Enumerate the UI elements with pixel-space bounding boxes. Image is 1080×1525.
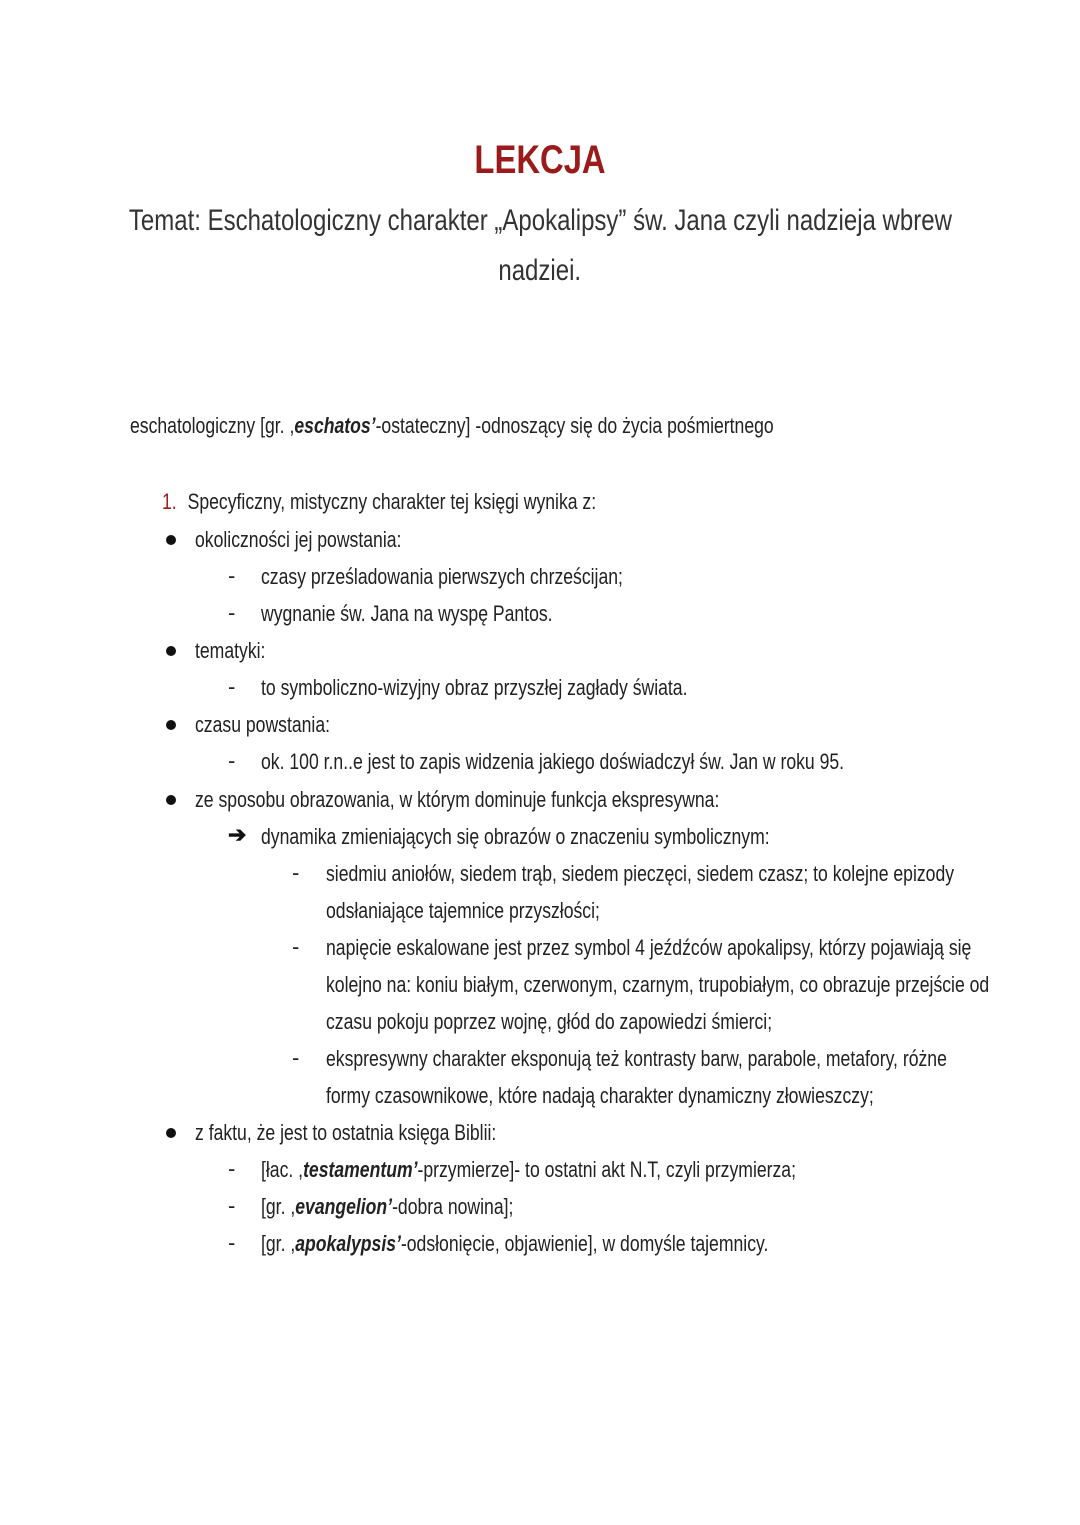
list-item: czasy prześladowania pierwszych chrześcijan; bbox=[261, 564, 623, 589]
dash-icon: - bbox=[292, 1045, 300, 1070]
bullet-label-circumstances: okoliczności jej powstania: bbox=[195, 527, 402, 552]
dash-icon: - bbox=[228, 600, 236, 625]
bullet-label-theme: tematyki: bbox=[195, 638, 266, 663]
etymology-item: [łac. ,testamentum’-przymierze]- to ostatni akt N.T, czyli przymierza; bbox=[261, 1157, 796, 1182]
topic-line-2: nadziei. bbox=[498, 254, 582, 287]
sub-item-line: odsłaniające tajemnice przyszłości; bbox=[326, 898, 600, 923]
bullet-icon bbox=[166, 720, 176, 730]
topic-line-1: Temat: Eschatologiczny charakter „Apokalipsy” św. Jana czyli nadzieja wbrew bbox=[128, 204, 952, 237]
etymology-item: [gr. ,evangelion’-dobra nowina]; bbox=[261, 1194, 514, 1219]
list-item: to symboliczno-wizyjny obraz przyszłej zagłady świata. bbox=[261, 675, 688, 700]
dash-icon: - bbox=[228, 1230, 236, 1255]
list-item: wygnanie św. Jana na wyspę Pantos. bbox=[261, 601, 553, 626]
sub-item-line: napięcie eskalowane jest przez symbol 4 jeźdźców apokalipsy, którzy pojawiają się bbox=[326, 935, 972, 960]
bullet-icon bbox=[166, 1128, 176, 1138]
bullet-icon bbox=[166, 646, 176, 656]
sub-item-line: siedmiu aniołów, siedem trąb, siedem pieczęci, siedem czasz; to kolejne epizody bbox=[326, 861, 955, 886]
dash-icon: - bbox=[228, 1156, 236, 1181]
dash-icon: - bbox=[228, 674, 236, 699]
dash-icon: - bbox=[228, 563, 236, 588]
section-heading: 1. Specyficzny, mistyczny charakter tej księgi wynika z: bbox=[162, 489, 597, 514]
sub-item-line: czasu pokoju poprzez wojnę, głód do zapowiedzi śmierci; bbox=[326, 1009, 773, 1034]
definition: eschatologiczny [gr. ,eschatos’-ostateczny] -odnoszący się do życia pośmiertnego bbox=[130, 413, 774, 438]
bullet-label-time: czasu powstania: bbox=[195, 712, 331, 737]
bullet-icon bbox=[166, 795, 176, 805]
bullet-label-last-book: z faktu, że jest to ostatnia księga Biblii: bbox=[195, 1120, 497, 1145]
arrow-item: dynamika zmieniających się obrazów o znaczeniu symbolicznym: bbox=[261, 824, 770, 849]
page-title: LEKCJA bbox=[474, 138, 606, 182]
sub-item-line: kolejno na: koniu białym, czerwonym, czarnym, trupobiałym, co obrazuje przejście od bbox=[326, 972, 990, 997]
bullet-icon bbox=[166, 535, 176, 545]
dash-icon: - bbox=[228, 748, 236, 773]
dash-icon: - bbox=[292, 934, 300, 959]
dash-icon: - bbox=[228, 1193, 236, 1218]
sub-item-line: ekspresywny charakter eksponują też kontrasty barw, parabole, metafory, różne bbox=[326, 1046, 947, 1071]
list-item: ok. 100 r.n..e jest to zapis widzenia jakiego doświadczył św. Jan w roku 95. bbox=[261, 749, 845, 774]
dash-icon: - bbox=[292, 860, 300, 885]
etymology-item: [gr. ,apokalypsis’-odsłonięcie, objawienie], w domyśle tajemnicy. bbox=[261, 1231, 769, 1256]
arrow-icon: ➔ bbox=[228, 822, 247, 847]
bullet-label-imagery: ze sposobu obrazowania, w którym dominuje funkcja ekspresywna: bbox=[195, 787, 720, 812]
sub-item-line: formy czasownikowe, które nadają charakter dynamiczny złowieszczy; bbox=[326, 1083, 874, 1108]
